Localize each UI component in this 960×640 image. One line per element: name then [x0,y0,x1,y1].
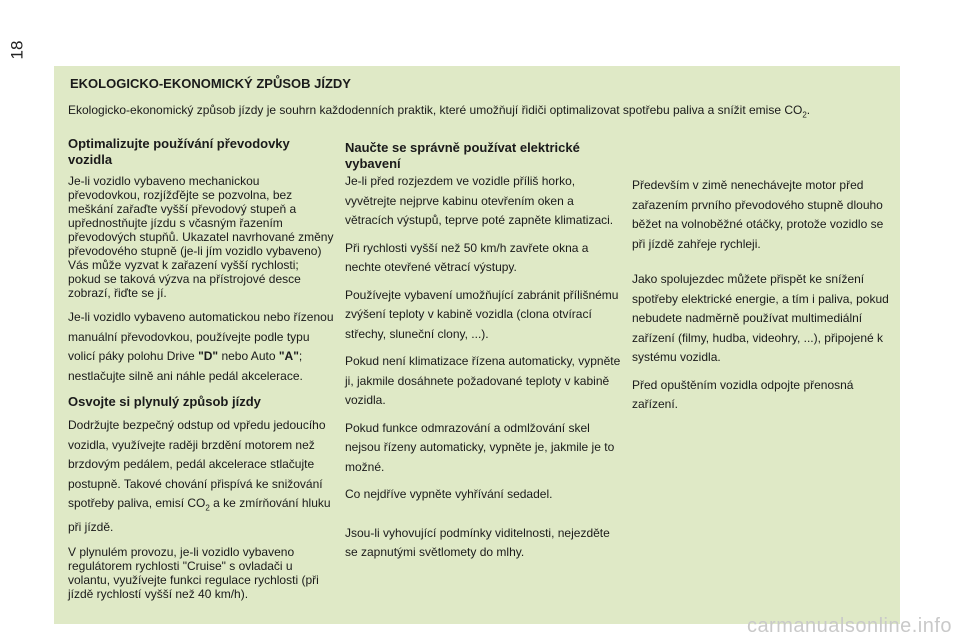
intro-paragraph [68,100,888,125]
page-number: 18 [7,40,27,60]
paragraph-air-conditioning: Pokud není klimatizace řízena automaticky, vypněte ji, jakmile dosáhnete požadované teploty v kabině vozidla. [345,354,621,407]
smooth-text-a: Dodržujte bezpečný odstup od vpředu jedoucího vozidla, využívejte raději brzdění motorem než brzdovým pedálem, pedál akcelerace stlačujte postupně. Takové chování přispívá ke snižování spotřeby paliva, emisí CO [68,418,326,510]
paragraph-defrost: Pokud funkce odmrazování a odmlžování skel nejsou řízeny automaticky, vypněte je, jakmile je to možné. [345,420,615,474]
auto-text-a: Je-li vozidlo vybaveno automatickou nebo řízenou manuální převodovkou, používejte podle typu volicí páky polohu Drive [68,310,334,363]
paragraph-fog-lights: Jsou-li vyhovující podmínky viditelnosti, nejezděte se zapnutými světlomety do mlhy. [345,526,610,559]
column-right [632,176,894,423]
electrical-body [345,172,625,513]
watermark: carmanualsonline.info [746,615,952,637]
paragraph-manual-gearbox: Je-li vozidlo vybaveno mechanickou převodovkou, rozjížďějte se pozvolna, bez meškání zařaďte vyšší převodový stupeň a upřednostňujte jízdu s včasným řazením převodových stupňů. Ukazatel navrhované změny převodového stupně (je-li jím vozidlo vybaveno) Vás může vyzvat k zařazení vyšší rychlosti; pokud se taková výzva na přístrojové desce zobrazí, řiďte se jí. [68,174,334,300]
paragraph-seat-heating: Co nejdříve vypněte vyhřívání sedadel. [345,487,553,501]
paragraph-unplug: Před opuštěním vozidla odpojte přenosná zařízení. [632,377,854,411]
auto-label: "A" [278,349,299,363]
intro-text: Ekologicko-ekonomický způsob jízdy je souhrn každodenních praktik, které umožňují řidiči optimalizovat spotřebu paliva a snížit emise CO [68,103,803,117]
auto-text-d: ; nestlačujte silně ani náhle pedál akcelerace. [68,349,303,383]
paragraph-cruise: V plynulém provozu, je-li vozidlo vybaveno regulátorem rychlosti "Cruise" s ovladači u volantu, využívejte funkci regulace rychlosti (při jízdě rychlostí vyšší než 40 km/h). [68,545,319,602]
paragraph-windows: Při rychlosti vyšší než 50 km/h zavřete okna a nechte otevřené větrací výstupy. [345,240,589,274]
paragraph-automatic-gearbox [68,308,334,386]
paragraph-passenger: Jako spolujezdec můžete přispět ke snížení spotřeby elektrické energie, a tím i paliva, pokud nebudete nadměrně používat multimediální zařízení (filmy, hudba, videohry, ...), připojené k systému vozidla. [632,272,889,364]
heading-smooth-driving: Osvojte si plynulý způsob jízdy [68,394,261,409]
column-left [68,136,334,609]
smooth-subscript: 2 [205,503,210,513]
page-title: EKOLOGICKO-EKONOMICKÝ ZPŮSOB JÍZDY [70,76,351,91]
paragraph-winter-idle: Především v zimě nenechávejte motor před zařazením prvního převodového stupně dlouho běžet na volnoběžné otáčky, protože vozidlo se při jízdě zahřeje rychleji. [632,178,884,251]
auto-text-c: nebo Auto [218,349,279,363]
paragraph-ventilate: Je-li před rozjezdem ve vozidle příliš horko, vyvětrejte nejprve kabinu otevřením oken a větracích výstupů, teprve poté zapněte klimatizaci. [345,174,614,227]
heading-gearbox: Optimalizujte používání převodovky vozidla [68,136,290,167]
intro-end: . [806,103,811,117]
paragraph-sunshade: Používejte vybavení umožňující zabránit přílišnému zvýšení teploty v kabině vozidla (clona otvírací střechy, sluneční clony, ...). [345,287,619,341]
smooth-text-b: a ke zmírňování hluku při jízdě. [68,496,331,534]
paragraph-smooth-driving [68,416,334,537]
intro-subscript: 2 [802,110,807,120]
drive-label: "D" [198,349,219,363]
heading-electrical: Naučte se správně používat elektrické vybavení [345,140,580,171]
